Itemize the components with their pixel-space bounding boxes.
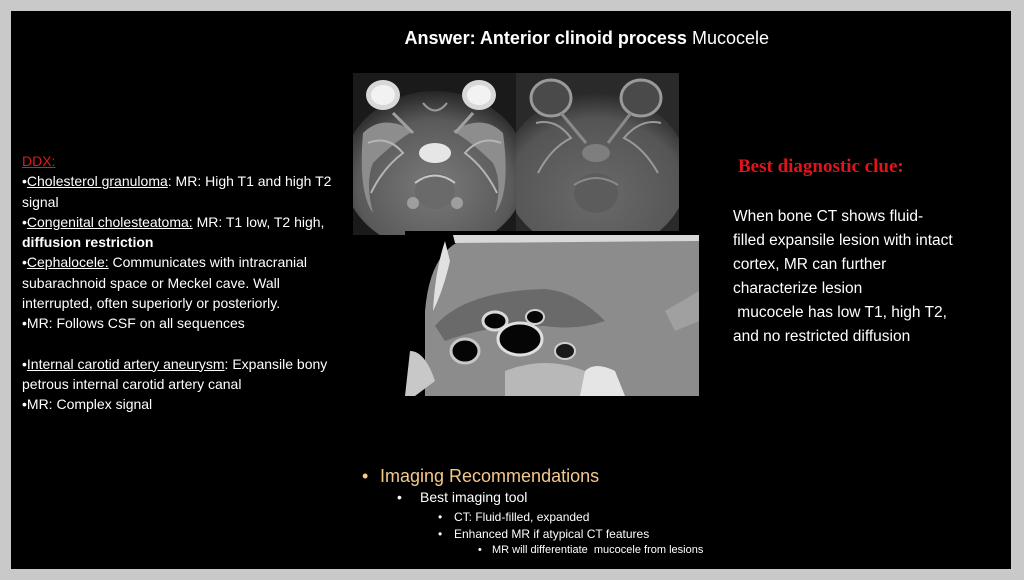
rec-ct bbox=[438, 510, 589, 524]
clue-text bbox=[733, 205, 995, 349]
mri-t1-axial-image bbox=[516, 73, 679, 235]
clue-line: cortex, MR can further bbox=[733, 256, 887, 273]
clue-title: Best diagnostic clue: bbox=[738, 156, 904, 177]
rec-bullet: • bbox=[478, 544, 482, 556]
slide-title bbox=[11, 28, 769, 49]
ddx-item bbox=[22, 252, 352, 313]
ddx-item bbox=[22, 313, 352, 333]
ddx-item bbox=[22, 394, 352, 414]
rec-heading bbox=[362, 466, 599, 487]
rec-heading-text: Imaging Recommendations bbox=[380, 466, 600, 486]
rec-tool-text: Best imaging tool bbox=[420, 489, 528, 505]
ddx-bold: diffusion restriction bbox=[22, 234, 154, 251]
rec-bullet: • bbox=[362, 466, 369, 486]
slide bbox=[11, 11, 1011, 569]
clue-line: When bone CT shows fluid- bbox=[733, 208, 924, 225]
clue-line: and no restricted diffusion bbox=[733, 328, 911, 345]
ct-sagittal-image bbox=[405, 231, 699, 396]
ddx-term: Internal carotid artery aneurysm bbox=[26, 355, 225, 372]
ddx-bullet: • bbox=[22, 173, 27, 190]
rec-mr-sub bbox=[478, 544, 703, 556]
ddx-item bbox=[22, 171, 352, 212]
ddx-item bbox=[22, 354, 352, 395]
ddx-text: : Expansile bony petrous internal carotid artery canal bbox=[22, 355, 328, 392]
ddx-text: MR: T1 low, T2 high, bbox=[192, 213, 325, 230]
rec-mr bbox=[438, 527, 649, 541]
title-rest: Mucocele bbox=[686, 28, 769, 48]
ddx-spacer bbox=[22, 334, 352, 354]
rec-bullet: • bbox=[397, 489, 402, 505]
ddx-text: Communicates with intracranial subarachnoid space or Meckel cave. Wall interrupted, often superiorly or posteriorly. bbox=[22, 254, 308, 312]
title-bold: Answer: Anterior clinoid process bbox=[404, 28, 687, 48]
rec-tool bbox=[397, 489, 527, 505]
rec-mr-sub-text: MR will differentiate mucocele from lesions bbox=[492, 544, 704, 556]
ddx-term: Cholesterol granuloma bbox=[26, 173, 168, 190]
ddx-bullet: • bbox=[22, 315, 27, 332]
clue-line: characterize lesion bbox=[733, 280, 863, 297]
ddx-text: MR: Follows CSF on all sequences bbox=[26, 315, 245, 332]
ddx-section bbox=[22, 151, 352, 415]
rec-ct-text: CT: Fluid-filled, expanded bbox=[454, 510, 590, 524]
rec-bullet: • bbox=[438, 527, 443, 541]
ddx-item bbox=[22, 212, 352, 253]
ddx-header: DDX: bbox=[22, 153, 56, 169]
rec-mr-text: Enhanced MR if atypical CT features bbox=[454, 527, 650, 541]
ddx-bullet: • bbox=[22, 355, 27, 372]
ddx-text: MR: Complex signal bbox=[26, 396, 153, 413]
clue-line: filled expansile lesion with intact bbox=[733, 232, 953, 249]
ddx-text: : MR: High T1 and high T2 signal bbox=[22, 173, 332, 210]
ddx-bullet: • bbox=[22, 254, 27, 271]
ddx-bullet: • bbox=[22, 396, 27, 413]
ddx-bullet: • bbox=[22, 213, 27, 230]
rec-bullet: • bbox=[438, 510, 443, 524]
ddx-term: Cephalocele: bbox=[26, 254, 109, 271]
ddx-term: Congenital cholesteatoma: bbox=[26, 213, 193, 230]
clue-line: mucocele has low T1, high T2, bbox=[733, 304, 947, 321]
mri-t2-axial-image bbox=[353, 73, 516, 235]
